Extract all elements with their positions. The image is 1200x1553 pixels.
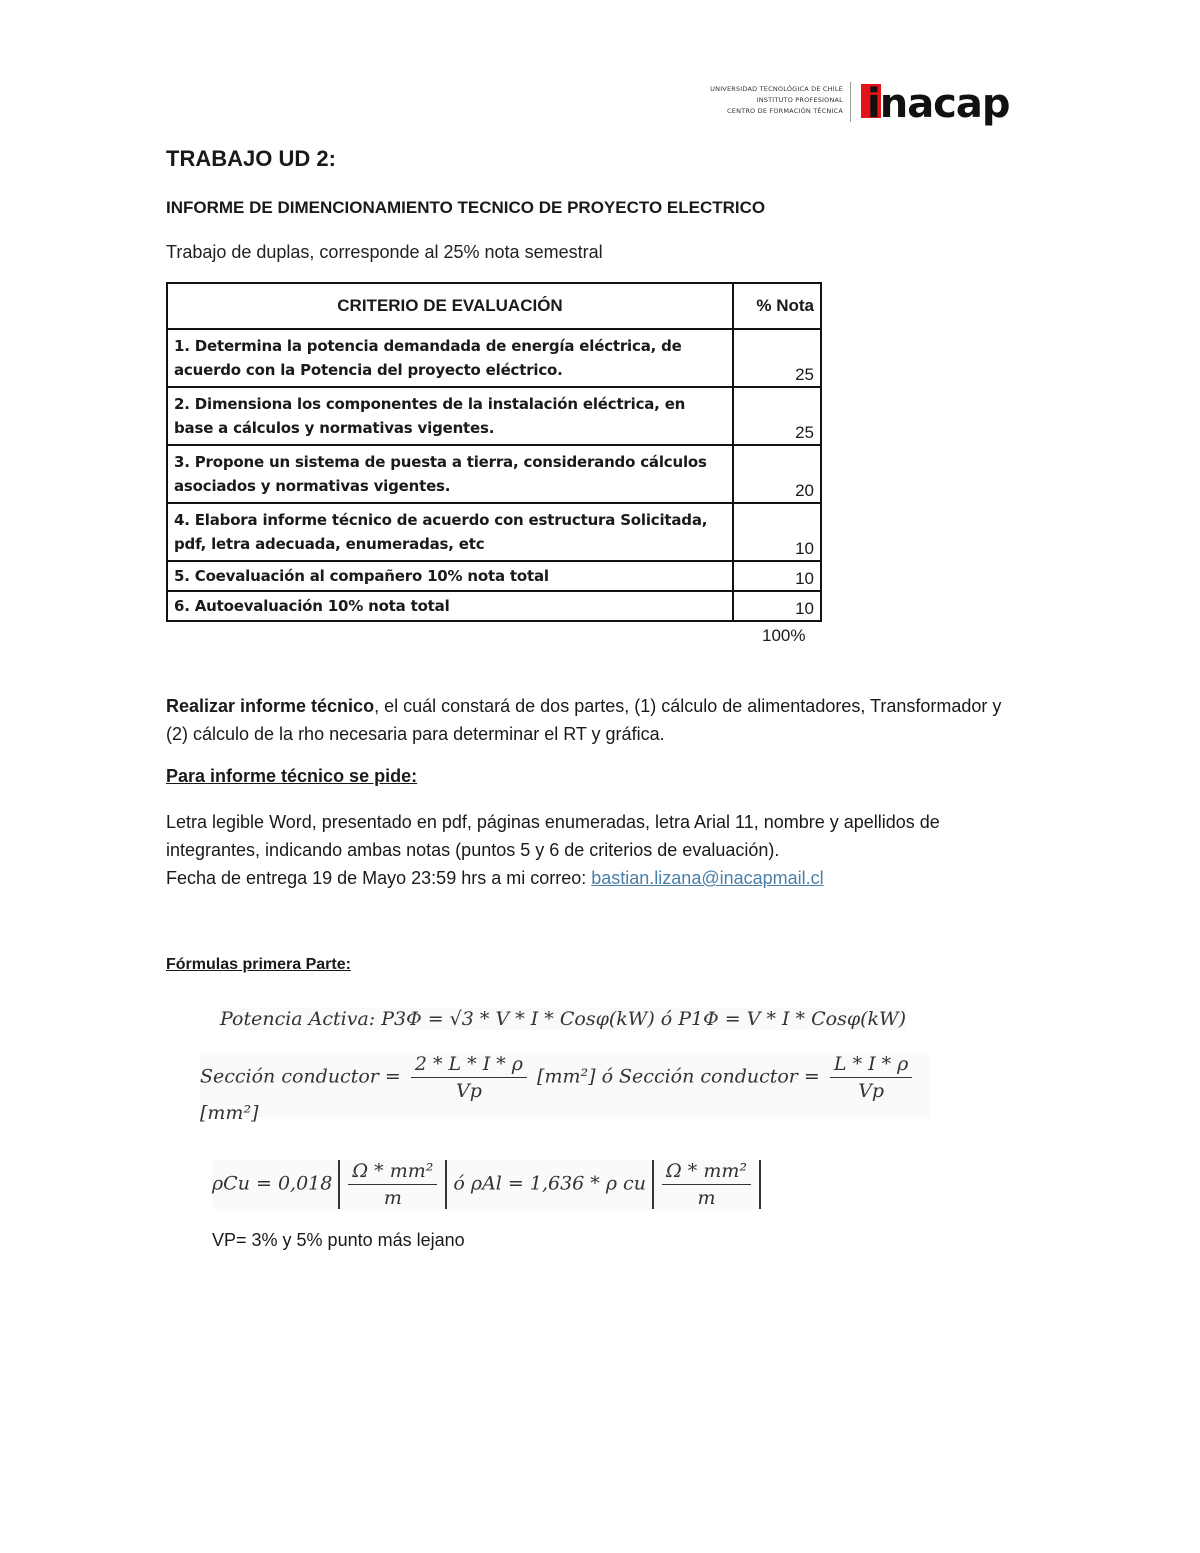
fraction-denominator: m: [697, 1187, 716, 1209]
vp-note: VP= 3% y 5% punto más lejano: [212, 1230, 465, 1250]
criterion-cell: 2. Dimensiona los componentes de la instalación eléctrica, en base a cálculos y normativas vigentes.: [167, 387, 733, 445]
table-header-criterion: CRITERIO DE EVALUACIÓN: [167, 283, 733, 329]
logo-line: CENTRO DE FORMACIÓN TÉCNICA: [727, 107, 843, 115]
requirements-paragraph: [166, 808, 1006, 892]
document-title: TRABAJO UD 2:: [166, 146, 336, 171]
section-unit: [mm²]: [537, 1065, 596, 1088]
requirements-text: Letra legible Word, presentado en pdf, páginas enumeradas, letra Arial 11, nombre y apellidos de integrantes, indicando ambas notas (puntos 5 y 6 de criterios de evaluación).: [166, 812, 940, 860]
fraction-denominator: Vp: [858, 1080, 885, 1102]
email-link[interactable]: bastian.lizana@inacapmail.cl: [591, 868, 824, 888]
rho-unit-bracket: [338, 1160, 447, 1209]
rho-cu-label: ρCu = 0,018: [212, 1172, 333, 1195]
power-formula: Potencia Activa: P3Φ = √3 * V * I * Cosφ(kW) ó P1Φ = V * I * Cosφ(kW): [220, 1008, 906, 1030]
deadline-text: Fecha de entrega 19 de Mayo 23:59 hrs a mi correo:: [166, 868, 592, 888]
table-row: [167, 329, 821, 387]
table-row: [167, 445, 821, 503]
rho-unit-fraction: [348, 1160, 437, 1209]
logo-line: UNIVERSIDAD TECNOLÓGICA DE CHILE: [710, 85, 843, 93]
section-fraction-1phase: [830, 1053, 912, 1102]
rho-unit-bracket: [652, 1160, 761, 1209]
value-cell: 25: [733, 387, 821, 445]
table-header-percent: % Nota: [733, 283, 821, 329]
rho-al-label: ó ρAl = 1,636 * ρ cu: [453, 1172, 646, 1195]
fraction-denominator: m: [383, 1187, 402, 1209]
logo-institution-lines: [697, 84, 843, 117]
criterion-cell: 5. Coevaluación al compañero 10% nota total: [167, 561, 733, 591]
table-row: [167, 503, 821, 561]
fraction-numerator: Ω * mm²: [662, 1160, 751, 1185]
criterion-cell: 6. Autoevaluación 10% nota total: [167, 591, 733, 621]
intro-text: Trabajo de duplas, corresponde al 25% nota semestral: [166, 242, 603, 262]
value-cell: 20: [733, 445, 821, 503]
report-text: , el cuál constará de dos partes, (1) cálculo de alimentadores, Transformador y (2) cálculo de la rho necesaria para determinar el RT y gráfica.: [166, 696, 1002, 744]
fraction-denominator: Vp: [455, 1080, 482, 1102]
section-or-label: ó Sección conductor =: [601, 1065, 820, 1088]
document-subtitle: INFORME DE DIMENCIONAMIENTO TECNICO DE PROYECTO ELECTRICO: [166, 198, 766, 217]
deadline-line: [166, 864, 1006, 892]
fraction-numerator: 2 * L * I * ρ: [411, 1053, 527, 1078]
logo-line: INSTITUTO PROFESIONAL: [756, 96, 843, 104]
report-bold-lead: Realizar informe técnico: [166, 696, 375, 716]
table-row: [167, 561, 821, 591]
fraction-numerator: L * I * ρ: [830, 1053, 912, 1078]
table-row: [167, 591, 821, 621]
table-total: 100%: [762, 626, 806, 645]
logo-divider: [850, 82, 851, 122]
value-cell: 10: [733, 561, 821, 591]
criterion-cell: 3. Propone un sistema de puesta a tierra, considerando cálculos asociados y normativas vigentes.: [167, 445, 733, 503]
inacap-logo: [697, 78, 1027, 138]
table-row: [167, 387, 821, 445]
value-cell: 10: [733, 503, 821, 561]
logo-wordmark: inacap: [867, 81, 1010, 127]
table-header-row: [167, 283, 821, 329]
section-label: Sección conductor =: [200, 1065, 401, 1088]
rho-unit-fraction: [662, 1160, 751, 1209]
value-cell: 10: [733, 591, 821, 621]
evaluation-table: [166, 282, 822, 622]
criterion-cell: 4. Elabora informe técnico de acuerdo con estructura Solicitada, pdf, letra adecuada, enumeradas, etc: [167, 503, 733, 561]
value-cell: 25: [733, 329, 821, 387]
criterion-cell: 1. Determina la potencia demandada de energía eléctrica, de acuerdo con la Potencia del proyecto eléctrico.: [167, 329, 733, 387]
rho-formula: [212, 1160, 761, 1209]
requirements-heading: Para informe técnico se pide:: [166, 766, 418, 786]
formulas-heading: Fórmulas primera Parte:: [166, 956, 351, 973]
fraction-numerator: Ω * mm²: [348, 1160, 437, 1185]
section-unit: [mm²]: [200, 1102, 259, 1124]
section-fraction-3phase: [411, 1053, 527, 1102]
report-paragraph: [166, 692, 1006, 748]
section-formula: [200, 1053, 930, 1124]
